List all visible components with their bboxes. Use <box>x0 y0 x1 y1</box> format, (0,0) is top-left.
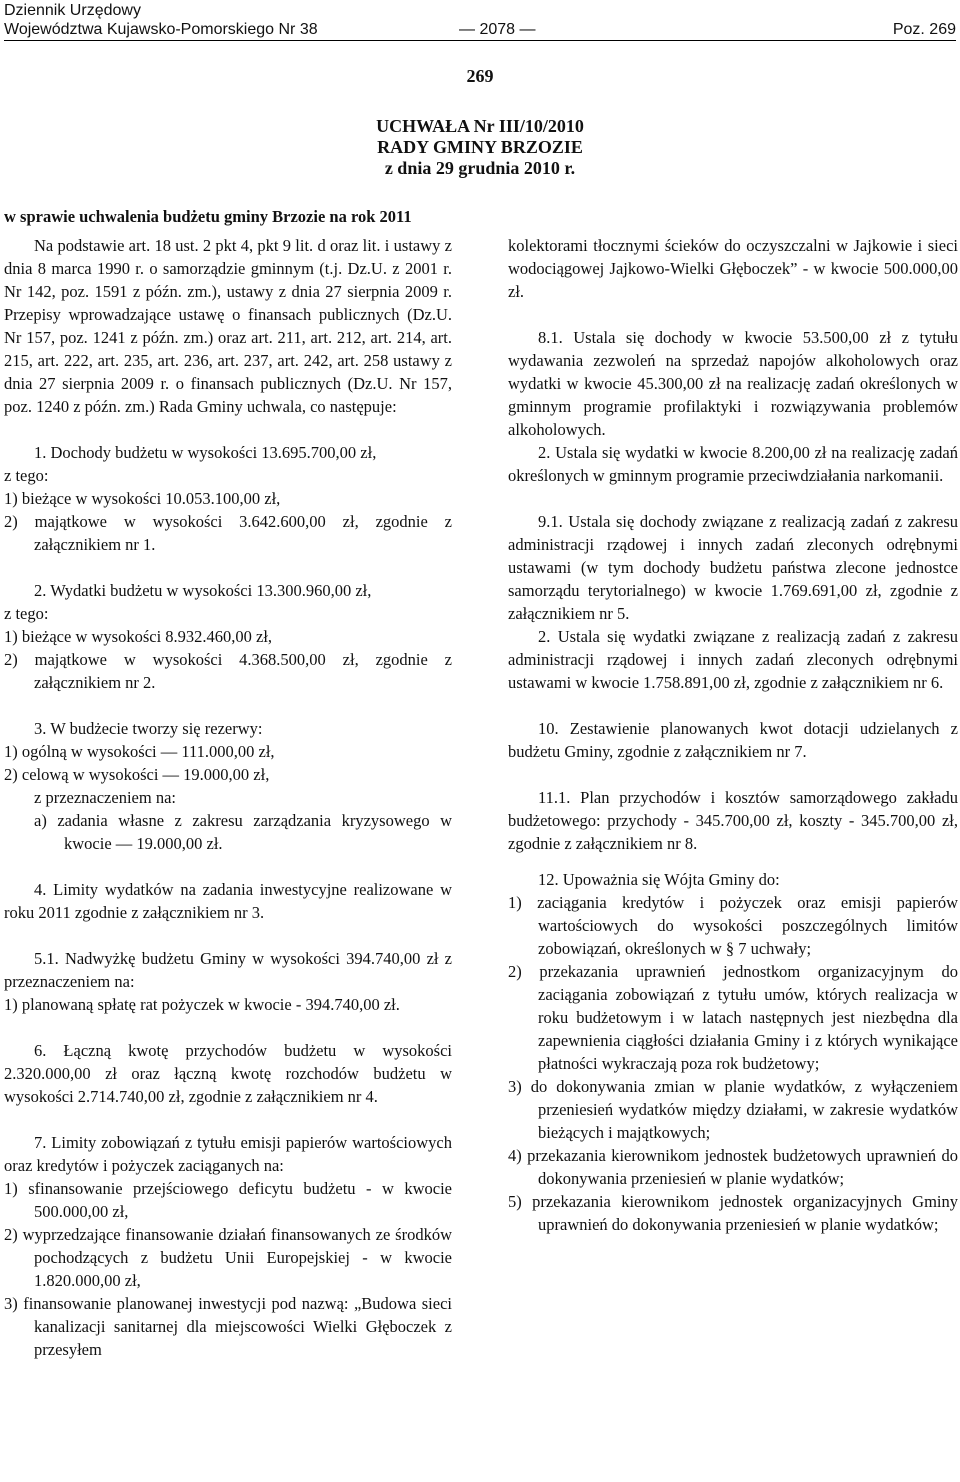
paragraph-1: 1. Dochody budżetu w wysokości 13.695.700,00 zł, <box>34 443 377 462</box>
list-item: 1) zaciągania kredytów i pożyczek oraz emisji papierów wartościowych do wysokości poszczególnych limitów zobowiązań, określonych w § 7 uchwały; <box>508 893 958 958</box>
paragraph-11: 11.1. Plan przychodów i kosztów samorządowego zakładu budżetowego: przychody - 345.700,00 zł, koszty - 345.700,00 zł, zgodnie z załącznikiem nr 8. <box>508 788 958 853</box>
text-line: z tego: <box>4 466 49 485</box>
paragraph-7: 7. Limity zobowiązań z tytułu emisji papierów wartościowych oraz kredytów i pożyczek zaciąganych na: <box>4 1133 452 1175</box>
continued-text: kolektorami tłocznymi ścieków do oczyszczalni w Jajkowie i sieci wodociągowej Jajkowo-Wielki Głęboczek” - w kwocie 500.000,00 zł. <box>508 236 958 301</box>
paragraph-8-2: 2. Ustala się wydatki w kwocie 8.200,00 zł na realizację zadań określonych w gminnym programie przeciwdziałania narkomanii. <box>508 443 958 485</box>
right-column <box>508 234 958 1236</box>
list-item: 1) ogólną w wysokości — 111.000,00 zł, <box>4 742 275 761</box>
page-number: — 2078 — <box>459 21 536 38</box>
page-header <box>4 0 956 40</box>
list-item: 2) przekazania uprawnień jednostkom organizacyjnym do zaciągania zobowiązań z tytułu umów, których realizacja w roku budżetowym i w latach następnych jest niezbędna dla zapewnienia ciągłości działania Gminy i z których wynikające płatności wykraczają poza rok budżetowy; <box>508 962 958 1073</box>
list-item: 5) przekazania kierownikom jednostek organizacyjnych Gminy uprawnień do dokonywania przeniesień w planie wydatków; <box>508 1192 958 1234</box>
list-item: 1) bieżące w wysokości 8.932.460,00 zł, <box>4 627 273 646</box>
paragraph-3: 3. W budżecie tworzy się rezerwy: <box>34 719 263 738</box>
left-column <box>4 234 452 1361</box>
paragraph-9-2: 2. Ustala się wydatki związane z realizacją zadań z zakresu administracji rządowej i innych zadań zleconych odrębnymi ustawami w kwocie 1.758.891,00 zł, zgodnie z załącznikiem nr 6. <box>508 627 958 692</box>
text-line: z przeznaczeniem na: <box>34 788 176 807</box>
paragraph-5: 5.1. Nadwyżkę budżetu Gminy w wysokości 394.740,00 zł z przeznaczeniem na: <box>4 949 452 991</box>
list-item: 1) bieżące w wysokości 10.053.100,00 zł, <box>4 489 281 508</box>
list-item: 2) celową w wysokości — 19.000,00 zł, <box>4 765 270 784</box>
paragraph-4: 4. Limity wydatków na zadania inwestycyjne realizowane w roku 2011 zgodnie z załącznikiem nr 3. <box>4 880 452 922</box>
resolution-title: UCHWAŁA Nr III/10/2010 <box>376 116 584 136</box>
list-item: 3) do dokonywania zmian w planie wydatków, z wyłączeniem przeniesień wydatków między działami, w zakresie wydatków bieżących i majątkowych; <box>508 1077 958 1142</box>
document-number: 269 <box>466 66 494 86</box>
journal-volume: Województwa Kujawsko-Pomorskiego Nr 38 <box>4 21 318 38</box>
resolution-date: z dnia 29 grudnia 2010 r. <box>384 158 576 178</box>
paragraph-10: 10. Zestawienie planowanych kwot dotacji udzielanych z budżetu Gminy, zgodnie z załącznikiem nr 7. <box>508 719 958 761</box>
paragraph-8: 8.1. Ustala się dochody w kwocie 53.500,00 zł z tytułu wydawania zezwoleń na sprzedaż napojów alkoholowych oraz wydatki w kwocie 45.300,00 zł na realizację zadań określonych w gminnym programie profilaktyki i rozwiązywania problemów alkoholowych. <box>508 328 958 439</box>
list-item: 4) przekazania kierownikom jednostek budżetowych uprawnień do dokonywania przeniesień w planie wydatków; <box>508 1146 958 1188</box>
list-item: 2) majątkowe w wysokości 4.368.500,00 zł, zgodnie z załącznikiem nr 2. <box>4 650 452 692</box>
list-item: 1) sfinansowanie przejściowego deficytu budżetu - w kwocie 500.000,00 zł, <box>4 1179 452 1221</box>
text-line: z tego: <box>4 604 49 623</box>
resolution-issuer: RADY GMINY BRZOZIE <box>377 137 583 157</box>
legal-basis: Na podstawie art. 18 ust. 2 pkt 4, pkt 9 lit. d oraz lit. i ustawy z dnia 8 marca 1990 r. o samorządzie gminnym (t.j. Dz.U. z 2001 r. Nr 142, poz. 1591 z późn. zm.), ustawy z dnia 27 sierpnia 2009 r. Przepisy wprowadzające ustawę o finansach publicznych (Dz.U. Nr 157, poz. 1241 z późn. zm.) oraz art. 211, art. 212, art. 214, art. 215, art. 222, art. 235, art. 236, art. 237, art. 242, art. 258 ustawy z dnia 27 sierpnia 2009 r. o finansach publicznych (Dz.U. Nr 157, poz. 1240 z późn. zm.) Rada Gminy uchwala, co następuje: <box>4 236 452 416</box>
paragraph-2: 2. Wydatki budżetu w wysokości 13.300.960,00 zł, <box>34 581 372 600</box>
resolution-subject: w sprawie uchwalenia budżetu gminy Brzozie na rok 2011 <box>4 207 412 226</box>
paragraph-6: 6. Łączną kwotę przychodów budżetu w wysokości 2.320.000,00 zł oraz łączną kwotę rozchodów budżetu w wysokości 2.714.740,00 zł, zgodnie z załącznikiem nr 4. <box>4 1041 452 1106</box>
list-item: 1) planowaną spłatę rat pożyczek w kwocie - 394.740,00 zł. <box>4 995 400 1014</box>
journal-name: Dziennik Urzędowy <box>4 2 141 19</box>
paragraph-9: 9.1. Ustala się dochody związane z realizacją zadań z zakresu administracji rządowej i innych zadań zleconych odrębnymi ustawami (w tym dochody budżetu państwa zlecone jednostce samorządu terytorialnego) w kwocie 1.769.691,00 zł, zgodnie z załącznikiem nr 5. <box>508 512 958 623</box>
header-rule <box>4 40 956 41</box>
paragraph-12: 12. Upoważnia się Wójta Gminy do: <box>538 870 780 889</box>
list-item: 3) finansowanie planowanej inwestycji pod nazwą: „Budowa sieci kanalizacji sanitarnej dla miejscowości Wielki Głęboczek z przesyłem <box>4 1294 452 1359</box>
position-number: Poz. 269 <box>892 21 956 38</box>
list-item: a) zadania własne z zakresu zarządzania kryzysowego w kwocie — 19.000,00 zł. <box>34 811 452 853</box>
list-item: 2) majątkowe w wysokości 3.642.600,00 zł, zgodnie z załącznikiem nr 1. <box>4 512 452 554</box>
list-item: 2) wyprzedzające finansowanie działań finansowanych ze środków pochodzących z budżetu Unii Europejskiej - w kwocie 1.820.000,00 zł, <box>4 1225 452 1290</box>
